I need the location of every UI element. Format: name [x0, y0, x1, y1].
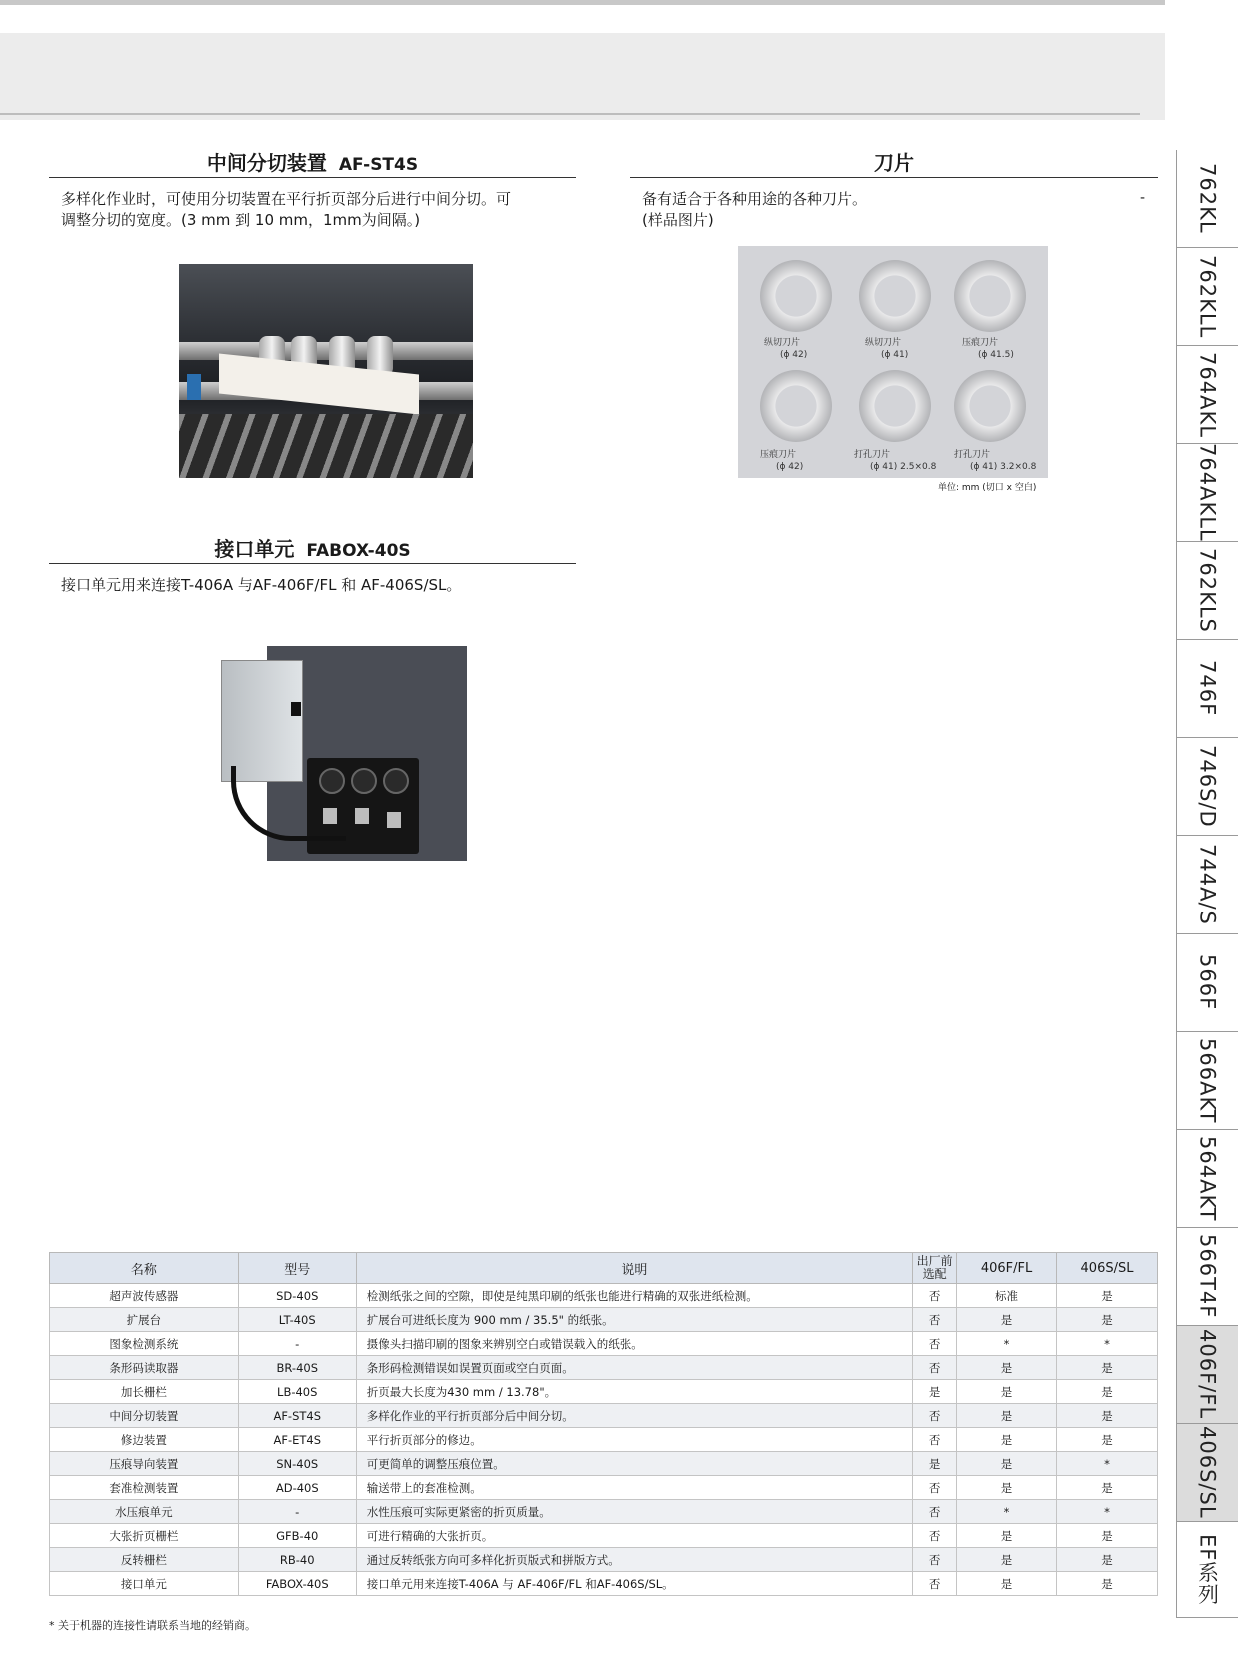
header-rule [0, 113, 1140, 115]
slitter-title [49, 147, 576, 176]
row-name: 加长栅栏 [50, 1380, 239, 1404]
tab-764akl[interactable]: 764AKL [1176, 346, 1238, 444]
row-406ffl: 是 [957, 1452, 1057, 1476]
row-406ssl: 是 [1057, 1572, 1158, 1596]
tab-566t4f[interactable]: 566T4F [1176, 1228, 1238, 1326]
table-row [50, 1572, 1158, 1596]
row-description: 摄像头扫描印刷的图象来辨别空白或错误载入的纸张。 [356, 1332, 912, 1356]
row-name: 反转栅栏 [50, 1548, 239, 1572]
blades-description [642, 189, 1122, 231]
row-406ffl: 是 [957, 1524, 1057, 1548]
blade-image [954, 370, 1026, 442]
row-406ffl: 是 [957, 1476, 1057, 1500]
col-406ssl: 406S/SL [1057, 1253, 1158, 1284]
row-406ffl: * [957, 1332, 1057, 1356]
row-model: - [238, 1332, 356, 1356]
row-description: 条形码检测错误如误置页面或空白页面。 [356, 1356, 912, 1380]
table-row [50, 1404, 1158, 1428]
row-factory-option: 否 [913, 1572, 957, 1596]
row-factory-option: 是 [913, 1452, 957, 1476]
tab-762kll[interactable]: 762KLL [1176, 248, 1238, 346]
row-name: 超声波传感器 [50, 1284, 239, 1308]
blades-dash: - [1140, 190, 1146, 206]
row-factory-option: 否 [913, 1548, 957, 1572]
blades-title [630, 147, 1158, 176]
row-name: 图象检测系统 [50, 1332, 239, 1356]
row-model: SD-40S [238, 1284, 356, 1308]
slitter-description [61, 189, 571, 231]
row-model: LT-40S [238, 1308, 356, 1332]
blades-desc-line2: (样品图片) [642, 211, 714, 229]
row-name: 修边装置 [50, 1428, 239, 1452]
row-406ssl: 是 [1057, 1548, 1158, 1572]
row-406ssl: 是 [1057, 1308, 1158, 1332]
blade-label: 压痕刀片 (ϕ 41.5) [962, 338, 1014, 360]
table-row [50, 1428, 1158, 1452]
blade-label: 打孔刀片 (ϕ 41) 2.5×0.8 [854, 450, 937, 472]
row-406ssl: 是 [1057, 1380, 1158, 1404]
row-description: 接口单元用来连接T-406A 与 AF-406F/FL 和AF-406S/SL。 [356, 1572, 912, 1596]
interface-rule [49, 563, 576, 564]
row-model: - [238, 1500, 356, 1524]
col-factory-option: 出厂前选配 [913, 1253, 957, 1284]
row-factory-option: 否 [913, 1356, 957, 1380]
row-factory-option: 否 [913, 1284, 957, 1308]
table-row [50, 1380, 1158, 1404]
row-factory-option: 否 [913, 1308, 957, 1332]
tab-762kl[interactable]: 762KL [1176, 150, 1238, 248]
tab-762kls[interactable]: 762KLS [1176, 542, 1238, 640]
tab-744as[interactable]: 744A/S [1176, 836, 1238, 934]
table-header-row [50, 1253, 1158, 1284]
blade-label: 压痕刀片 (ϕ 42) [760, 450, 804, 472]
row-name: 大张折页栅栏 [50, 1524, 239, 1548]
row-406ssl: 是 [1057, 1476, 1158, 1500]
row-406ssl: 是 [1057, 1428, 1158, 1452]
row-description: 输送带上的套准检测。 [356, 1476, 912, 1500]
col-model: 型号 [238, 1253, 356, 1284]
blade-label: 打孔刀片 (ϕ 41) 3.2×0.8 [954, 450, 1037, 472]
blade-label: 纵切刀片 (ϕ 42) [764, 338, 808, 360]
interface-description: 接口单元用来连接T-406A 与AF-406F/FL 和 AF-406S/SL。 [61, 576, 462, 594]
row-406ssl: * [1057, 1500, 1158, 1524]
table-row [50, 1524, 1158, 1548]
options-table [49, 1252, 1158, 1596]
row-name: 水压痕单元 [50, 1500, 239, 1524]
blades-desc-line1: 备有适合于各种用途的各种刀片。 [642, 190, 868, 208]
row-model: FABOX-40S [238, 1572, 356, 1596]
row-factory-option: 否 [913, 1524, 957, 1548]
tab-746f[interactable]: 746F [1176, 640, 1238, 738]
row-406ffl: * [957, 1500, 1057, 1524]
row-model: GFB-40 [238, 1524, 356, 1548]
blades-rule [630, 177, 1158, 178]
col-406ffl: 406F/FL [957, 1253, 1057, 1284]
row-description: 可进行精确的大张折页。 [356, 1524, 912, 1548]
blade-image [954, 260, 1026, 332]
table-row [50, 1356, 1158, 1380]
blade-label: 纵切刀片 (ϕ 41) [865, 338, 909, 360]
row-factory-option: 否 [913, 1476, 957, 1500]
table-row [50, 1284, 1158, 1308]
tab-566f[interactable]: 566F [1176, 934, 1238, 1032]
row-description: 检测纸张之间的空隙，即使是纯黑印刷的纸张也能进行精确的双张进纸检测。 [356, 1284, 912, 1308]
row-model: AD-40S [238, 1476, 356, 1500]
row-model: AF-ST4S [238, 1404, 356, 1428]
row-406ssl: * [1057, 1332, 1158, 1356]
row-name: 压痕导向装置 [50, 1452, 239, 1476]
row-description: 多样化作业的平行折页部分后中间分切。 [356, 1404, 912, 1428]
table-row [50, 1476, 1158, 1500]
row-description: 折页最大长度为430 mm / 13.78"。 [356, 1380, 912, 1404]
blades-title-text: 刀片 [874, 151, 914, 175]
slitter-photo [179, 264, 473, 478]
row-factory-option: 是 [913, 1380, 957, 1404]
row-406ssl: 是 [1057, 1356, 1158, 1380]
row-406ssl: 是 [1057, 1524, 1158, 1548]
row-factory-option: 否 [913, 1500, 957, 1524]
col-description: 说明 [356, 1253, 912, 1284]
row-406ffl: 是 [957, 1548, 1057, 1572]
row-description: 通过反转纸张方向可多样化折页版式和拼版方式。 [356, 1548, 912, 1572]
footnote: * 关于机器的连接性请联系当地的经销商。 [49, 1619, 256, 1632]
blade-image [760, 370, 832, 442]
interface-title [49, 533, 576, 562]
row-406ffl: 是 [957, 1428, 1057, 1452]
row-406ffl: 是 [957, 1380, 1057, 1404]
slitter-model: AF-ST4S [338, 155, 419, 175]
row-factory-option: 否 [913, 1332, 957, 1356]
row-406ffl: 标准 [957, 1284, 1057, 1308]
row-name: 接口单元 [50, 1572, 239, 1596]
header-top-line [0, 0, 1165, 5]
table-row [50, 1452, 1158, 1476]
row-description: 水性压痕可实际更紧密的折页质量。 [356, 1500, 912, 1524]
blades-photo [738, 246, 1048, 478]
row-406ffl: 是 [957, 1308, 1057, 1332]
row-model: SN-40S [238, 1452, 356, 1476]
tab-406ssl[interactable]: 406S/SL [1176, 1424, 1238, 1522]
table-row [50, 1500, 1158, 1524]
tab-ef-series[interactable]: EF系列 [1176, 1522, 1238, 1618]
row-model: AF-ET4S [238, 1428, 356, 1452]
slitter-desc-line1: 多样化作业时，可使用分切装置在平行折页部分后进行中间分切。可 [61, 190, 512, 208]
slitter-desc-line2: 调整分切的宽度。(3 mm 到 10 mm，1mm为间隔。) [61, 211, 421, 229]
row-model: LB-40S [238, 1380, 356, 1404]
interface-model: FABOX-40S [306, 541, 411, 561]
row-factory-option: 否 [913, 1404, 957, 1428]
interface-title-text: 接口单元 [214, 537, 295, 561]
row-description: 扩展台可进纸长度为 900 mm / 35.5" 的纸张。 [356, 1308, 912, 1332]
table-row [50, 1332, 1158, 1356]
table-row [50, 1548, 1158, 1572]
blade-image [760, 260, 832, 332]
interface-photo [221, 646, 467, 861]
row-406ssl: 是 [1057, 1284, 1158, 1308]
row-406ssl: 是 [1057, 1404, 1158, 1428]
row-406ffl: 是 [957, 1404, 1057, 1428]
slitter-rule [49, 177, 576, 178]
slitter-title-text: 中间分切装置 [206, 151, 327, 175]
row-model: BR-40S [238, 1356, 356, 1380]
model-tabs [1176, 150, 1238, 1618]
tab-566akt[interactable]: 566AKT [1176, 1032, 1238, 1130]
tab-564akt[interactable]: 564AKT [1176, 1130, 1238, 1228]
col-name: 名称 [50, 1253, 239, 1284]
row-406ffl: 是 [957, 1572, 1057, 1596]
table-row [50, 1308, 1158, 1332]
blade-image [859, 260, 931, 332]
blades-unit-note: 单位: mm (切口 x 空白) [938, 483, 1037, 493]
row-name: 条形码读取器 [50, 1356, 239, 1380]
row-model: RB-40 [238, 1548, 356, 1572]
tab-746sd[interactable]: 746S/D [1176, 738, 1238, 836]
row-name: 扩展台 [50, 1308, 239, 1332]
blade-image [859, 370, 931, 442]
row-description: 平行折页部分的修边。 [356, 1428, 912, 1452]
row-description: 可更简单的调整压痕位置。 [356, 1452, 912, 1476]
tab-764akll[interactable]: 764AKLL [1176, 444, 1238, 542]
tab-406ffl[interactable]: 406F/FL [1176, 1326, 1238, 1424]
row-name: 中间分切装置 [50, 1404, 239, 1428]
row-name: 套准检测装置 [50, 1476, 239, 1500]
header-band [0, 33, 1165, 120]
row-406ssl: * [1057, 1452, 1158, 1476]
row-406ffl: 是 [957, 1356, 1057, 1380]
row-factory-option: 否 [913, 1428, 957, 1452]
